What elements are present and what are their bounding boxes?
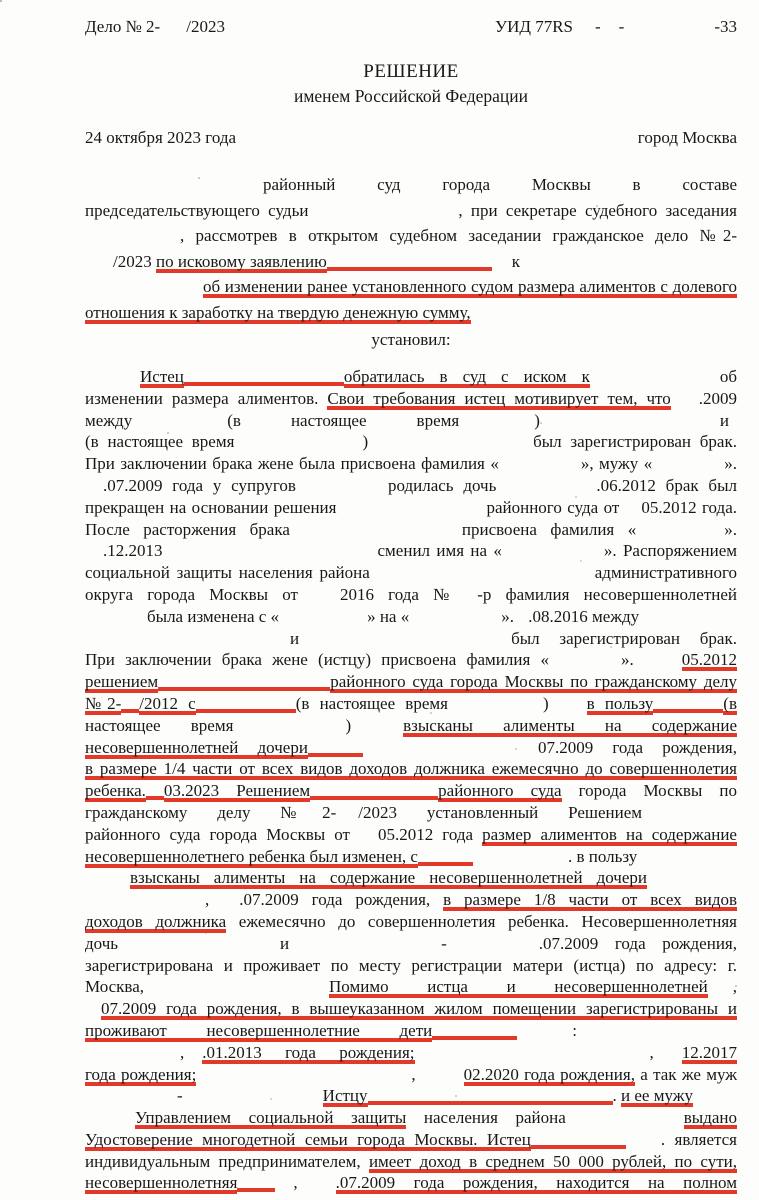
redacted-gap xyxy=(237,1177,275,1192)
underlined-text: об изменении ранее установленного судом размера алиментов с долевого xyxy=(203,277,737,296)
text-segment: - xyxy=(594,17,601,36)
text-segment: районный суд города Москвы в составе xyxy=(263,175,737,194)
redacted-gap xyxy=(196,698,296,713)
text-line xyxy=(85,606,737,628)
redacted-gap xyxy=(432,1025,517,1040)
preamble-paragraph xyxy=(85,172,737,325)
underlined-text: Помимо истца и несовершеннолетней xyxy=(329,977,708,997)
underlined-text: в размере 1/4 части от всех видов доходов должника ежемесячно до совершеннолетия xyxy=(85,759,737,779)
text-line xyxy=(85,172,737,198)
redacted-gap xyxy=(447,940,539,953)
text-segment: прекращен на основании решения xyxy=(85,497,337,517)
redacted-gap xyxy=(416,1071,464,1084)
redacted-gap xyxy=(671,395,699,408)
redacted-gap xyxy=(296,482,388,495)
text-segment: - xyxy=(441,933,447,953)
underlined-text: (в xyxy=(723,693,737,713)
redacted-gap xyxy=(299,635,511,648)
redacted-gap xyxy=(85,1005,101,1018)
underlined-text: ребенка. xyxy=(85,781,146,801)
text-segment: присвоена фамилия « xyxy=(461,519,637,539)
text-segment: При заключении брака жене (истцу) присвоена фамилия « xyxy=(85,650,549,670)
text-segment: » на « xyxy=(367,606,410,626)
text-segment: (в настоящее время xyxy=(85,432,235,452)
redacted-gap xyxy=(310,785,438,800)
text-line xyxy=(85,758,737,780)
redacted-gap xyxy=(85,1049,180,1062)
redacted-gap xyxy=(619,504,641,517)
text-segment: была изменена с « xyxy=(147,606,280,626)
redacted-gap xyxy=(624,23,714,36)
text-segment: , xyxy=(732,977,737,997)
text-segment: (в настоящее время xyxy=(227,410,460,430)
text-segment: После расторжения брака xyxy=(85,519,290,539)
text-segment: города Москвы по xyxy=(561,781,737,801)
text-segment: настоящее время xyxy=(85,715,234,735)
section-heading: установил: xyxy=(371,330,451,349)
text-segment: , рассмотрев в открытом судебном заседании гражданское дело №2- xyxy=(180,226,737,245)
text-segment: При заключении брака жене была присвоена фамилия « xyxy=(85,454,499,474)
redacted-gap xyxy=(146,785,164,800)
text-segment: социальной защиты населения района xyxy=(85,563,370,583)
text-segment: сменил имя на « xyxy=(377,541,502,561)
text-line xyxy=(85,1151,737,1173)
text-line xyxy=(85,388,737,410)
underlined-text: .07.2009 года рождения, находится на полном xyxy=(335,1173,737,1193)
redacted-gap xyxy=(327,256,492,271)
text-segment: .08.2016 между xyxy=(528,606,640,626)
text-segment: . является xyxy=(660,1129,737,1149)
underlined-text: проживают несовершеннолетние дети xyxy=(85,1020,433,1040)
redacted-gap xyxy=(85,232,180,245)
text-segment: УИД 77RS xyxy=(495,17,573,36)
text-segment: - xyxy=(618,17,625,36)
redacted-gap xyxy=(234,438,362,451)
redacted-gap xyxy=(577,1027,737,1040)
redacted-gap xyxy=(132,417,227,430)
text-segment: ». xyxy=(724,454,737,474)
text-segment: населения района xyxy=(406,1108,566,1128)
text-line xyxy=(85,998,737,1020)
underlined-text: .01.2013 года рождения; xyxy=(202,1042,415,1062)
redacted-gap xyxy=(85,1092,177,1105)
text-line xyxy=(85,628,737,650)
text-line xyxy=(85,693,737,715)
underlined-text: и ее мужу xyxy=(621,1086,693,1106)
redacted-gap xyxy=(448,700,543,713)
text-line xyxy=(85,274,737,300)
text-line xyxy=(85,976,737,998)
uid-number xyxy=(495,14,737,39)
text-line xyxy=(85,431,737,453)
redacted-gap xyxy=(184,1049,202,1062)
scan-noise xyxy=(0,0,2,2)
text-segment: ) xyxy=(542,693,549,713)
redacted-gap xyxy=(370,569,595,582)
text-segment: 05.2012 года xyxy=(377,824,483,844)
underlined-text: взысканы алименты на содержание xyxy=(403,715,737,735)
text-segment: , xyxy=(293,1173,298,1193)
underlined-text: размер алиментов на содержание xyxy=(482,824,737,844)
text-segment: ) xyxy=(345,715,352,735)
text-line xyxy=(85,497,737,519)
redacted-gap xyxy=(499,460,581,473)
text-line xyxy=(85,671,737,693)
redacted-gap xyxy=(654,1049,682,1062)
text-segment: -33 xyxy=(714,17,737,36)
underlined-text: отношения к заработку на твердую денежную сумму, xyxy=(85,302,471,322)
underlined-text: Истец xyxy=(140,367,184,386)
underlined-text: несовершеннолетней дочери xyxy=(85,737,308,757)
text-line xyxy=(85,540,737,562)
redacted-gap xyxy=(590,373,720,386)
redacted-gap xyxy=(118,940,280,953)
redacted-gap xyxy=(549,700,587,713)
text-line xyxy=(85,846,737,868)
text-line xyxy=(85,1085,737,1107)
document-subtitle: именем Российской Федерации xyxy=(293,86,529,106)
redacted-gap xyxy=(298,591,340,604)
redacted-gap xyxy=(275,1179,293,1192)
text-segment: /2023 установленный Решением xyxy=(358,802,642,822)
text-line xyxy=(85,649,737,671)
text-segment: и xyxy=(719,410,729,430)
text-segment: и xyxy=(280,933,290,953)
text-segment: ». xyxy=(621,650,634,670)
redacted-gap xyxy=(289,940,441,953)
text-line xyxy=(85,223,737,249)
redacted-gap xyxy=(85,283,203,296)
underlined-text: в размере 1/8 части от всех видов xyxy=(443,890,737,910)
redacted-gap xyxy=(626,1136,661,1149)
redacted-gap xyxy=(85,258,113,271)
redacted-gap xyxy=(351,722,403,735)
redacted-gap xyxy=(85,181,263,194)
text-segment: , xyxy=(649,1042,654,1062)
text-segment: ». xyxy=(724,519,737,539)
text-segment: Москва, xyxy=(85,977,145,997)
redacted-gap xyxy=(647,874,737,887)
text-segment: изменении размера алиментов. xyxy=(85,388,328,408)
underlined-text: Управлением социальной защиты xyxy=(135,1108,407,1128)
text-line xyxy=(85,933,737,955)
text-segment: об xyxy=(719,367,737,386)
redacted-gap xyxy=(573,23,595,36)
text-segment: , xyxy=(411,1064,416,1084)
redacted-gap xyxy=(459,417,534,430)
text-line xyxy=(85,1020,737,1042)
text-line xyxy=(85,198,737,224)
text-line xyxy=(85,955,737,977)
text-segment: дочь xyxy=(85,933,119,953)
text-segment: родилась дочь xyxy=(387,475,497,495)
underlined-text: в пользу xyxy=(586,693,654,713)
text-segment: . в пользу xyxy=(567,846,638,866)
decision-city: город Москва xyxy=(637,128,737,147)
text-segment: Дело № 2- xyxy=(85,17,161,36)
text-segment: районного суда от xyxy=(486,497,620,517)
redacted-gap xyxy=(85,373,140,386)
underlined-text: решением xyxy=(85,672,159,692)
text-segment: : xyxy=(572,1020,577,1040)
redacted-gap xyxy=(368,438,533,451)
redacted-gap xyxy=(163,547,378,560)
text-segment: . xyxy=(612,1086,622,1106)
text-line xyxy=(85,475,737,497)
text-segment: 05.2012 года. xyxy=(641,497,737,517)
redacted-gap xyxy=(415,1049,650,1062)
redacted-gap xyxy=(566,1114,684,1127)
redacted-gap xyxy=(363,744,538,757)
underlined-text: имеет доход в среднем 50 000 рублей, по сути, xyxy=(368,1151,737,1171)
redacted-gap xyxy=(496,482,596,495)
redacted-gap xyxy=(368,1090,613,1105)
redacted-gap xyxy=(636,526,724,539)
redacted-gap xyxy=(158,676,330,691)
text-segment: .07.2009 года рождения, xyxy=(538,933,737,953)
redacted-gap xyxy=(502,547,604,560)
text-line xyxy=(85,802,737,824)
text-line xyxy=(85,715,737,737)
underlined-text: несовершеннолетняя xyxy=(85,1173,238,1193)
underlined-text: районного суда xyxy=(438,781,562,801)
redacted-gap xyxy=(184,371,344,386)
redacted-gap xyxy=(160,23,186,36)
text-line xyxy=(85,1129,737,1151)
text-segment: .2009 xyxy=(698,388,737,408)
text-segment: а так же муж xyxy=(634,1064,737,1084)
redacted-gap xyxy=(85,635,290,648)
text-line xyxy=(85,867,737,889)
underlined-text: доходов должника xyxy=(85,911,227,931)
redacted-gap xyxy=(183,1092,323,1105)
redacted-gap xyxy=(350,831,378,844)
redacted-gap xyxy=(290,526,462,539)
redacted-gap xyxy=(418,851,473,866)
redacted-gap xyxy=(85,482,103,495)
text-line xyxy=(85,889,737,911)
underlined-text: районного суда города Москвы по гражданскому делу xyxy=(330,672,737,692)
redacted-gap xyxy=(642,809,737,822)
text-segment: ежемесячно до совершеннолетия ребенка. Несовершеннолетняя xyxy=(226,911,737,931)
text-line xyxy=(85,366,737,388)
text-line xyxy=(85,1172,737,1194)
text-segment: 07.2009 года рождения, xyxy=(537,737,737,757)
redacted-gap xyxy=(85,547,103,560)
text-segment: , xyxy=(205,890,210,910)
redacted-gap xyxy=(473,853,568,866)
text-segment: районного суда города Москвы от xyxy=(85,824,350,844)
text-segment: 2016 года № xyxy=(339,584,460,604)
underlined-text: 03.2023 Решением xyxy=(163,781,311,801)
text-segment: .12.2013 xyxy=(103,541,163,561)
underlined-text: выдано xyxy=(683,1108,737,1128)
redacted-gap xyxy=(298,1179,336,1192)
text-segment: ) xyxy=(534,410,540,430)
text-line xyxy=(85,780,737,802)
text-segment: .07.2009 года рождения, xyxy=(239,890,444,910)
text-segment: , xyxy=(180,1042,185,1062)
underlined-text: 07.2009 года рождения, в вышеуказанном жилом помещении зарегистрированы и xyxy=(101,999,737,1019)
redacted-gap xyxy=(517,1027,572,1040)
text-segment: », мужу « xyxy=(580,454,653,474)
case-number xyxy=(85,14,225,39)
text-line xyxy=(85,519,737,541)
redacted-gap xyxy=(549,656,621,669)
redacted-gap xyxy=(336,504,486,517)
redacted-gap xyxy=(653,698,723,713)
underlined-text: 05.2012 xyxy=(681,650,737,670)
text-line xyxy=(85,1107,737,1129)
text-line xyxy=(85,300,737,326)
date-place-row xyxy=(85,125,737,150)
text-segment: (в настоящее время xyxy=(295,693,448,713)
underlined-text: 12.2017 xyxy=(681,1042,737,1062)
document-title: РЕШЕНИЕ xyxy=(363,61,459,82)
text-segment: и xyxy=(290,628,300,648)
redacted-gap xyxy=(279,613,367,626)
underlined-text: Свои требования истец мотивирует тем, что xyxy=(327,388,671,408)
text-segment: ». Распоряжением xyxy=(603,541,737,561)
redacted-gap xyxy=(729,417,737,430)
text-segment: .06.2012 брак был xyxy=(596,475,737,495)
text-line xyxy=(85,562,737,584)
text-segment: ) xyxy=(362,432,369,452)
text-segment: индивидуальным предпринимателем, xyxy=(85,1151,369,1171)
text-line xyxy=(85,584,737,606)
text-segment: гражданскому делу №2- xyxy=(85,802,337,822)
header-row xyxy=(85,14,737,39)
text-line xyxy=(85,453,737,475)
redacted-gap xyxy=(518,613,528,626)
redacted-gap xyxy=(652,460,724,473)
text-line xyxy=(85,410,737,432)
underlined-text: взысканы алименты на содержание несовершеннолетней дочери xyxy=(130,868,647,888)
redacted-gap xyxy=(85,613,147,626)
text-segment: округа города Москвы от xyxy=(85,584,298,604)
underlined-text: несовершеннолетнего ребенка был изменен, с xyxy=(85,846,418,866)
redacted-gap xyxy=(308,207,458,220)
text-line xyxy=(85,249,737,275)
underlined-text: №2- xyxy=(85,693,122,713)
text-segment: административного xyxy=(594,563,737,583)
text-segment: , при секретаре судебного заседания xyxy=(458,200,737,220)
redacted-gap xyxy=(85,874,130,887)
redacted-gap xyxy=(601,23,619,36)
redacted-gap xyxy=(459,591,477,604)
underlined-text: обратилась в суд с иском к xyxy=(343,367,590,386)
text-segment: председательствующего судьи xyxy=(85,200,309,220)
text-segment: был зарегистрирован брак. xyxy=(533,432,737,452)
redacted-gap xyxy=(85,896,205,909)
findings-paragraph xyxy=(85,366,737,1194)
text-segment: -р фамилия несовершеннолетней xyxy=(477,584,737,604)
text-segment: к xyxy=(511,251,521,271)
text-segment: ». xyxy=(501,606,519,626)
text-line xyxy=(85,911,737,933)
text-segment: между xyxy=(85,410,133,430)
text-line xyxy=(85,737,737,759)
text-segment: /2023 xyxy=(113,251,156,271)
redacted-gap xyxy=(85,1114,135,1127)
redacted-gap xyxy=(308,742,363,757)
redacted-gap xyxy=(531,1134,626,1149)
text-segment: был зарегистрирован брак. xyxy=(511,628,737,648)
text-line xyxy=(85,1064,737,1086)
decision-date: 24 октября 2023 года xyxy=(85,128,237,147)
underlined-text: по исковому заявлению xyxy=(155,251,327,271)
underlined-text: /2012 с xyxy=(139,693,196,713)
underlined-text: года рождения; xyxy=(85,1064,197,1084)
text-line xyxy=(85,824,737,846)
redacted-gap xyxy=(492,258,512,271)
redacted-gap xyxy=(209,896,239,909)
redacted-gap xyxy=(540,417,720,430)
redacted-gap xyxy=(121,698,139,713)
underlined-text: 02.2020 года рождения, xyxy=(463,1064,635,1084)
underlined-text: Удостоверение многодетной семьи города Москвы. Истец xyxy=(85,1129,531,1149)
redacted-gap xyxy=(708,983,733,996)
redacted-gap xyxy=(409,613,501,626)
redacted-gap xyxy=(634,656,682,669)
text-segment: зарегистрирована и проживает по месту регистрации матери (истца) по адресу: г. xyxy=(85,955,737,975)
text-segment: /2023 xyxy=(186,17,225,36)
redacted-gap xyxy=(233,722,345,735)
text-segment: - xyxy=(177,1086,183,1106)
redacted-gap xyxy=(336,809,358,822)
redacted-gap xyxy=(196,1071,411,1084)
text-line xyxy=(85,1042,737,1064)
text-segment: .07.2009 года у супругов xyxy=(103,475,296,495)
underlined-text: Истцу xyxy=(322,1086,368,1106)
redacted-gap xyxy=(144,983,329,996)
